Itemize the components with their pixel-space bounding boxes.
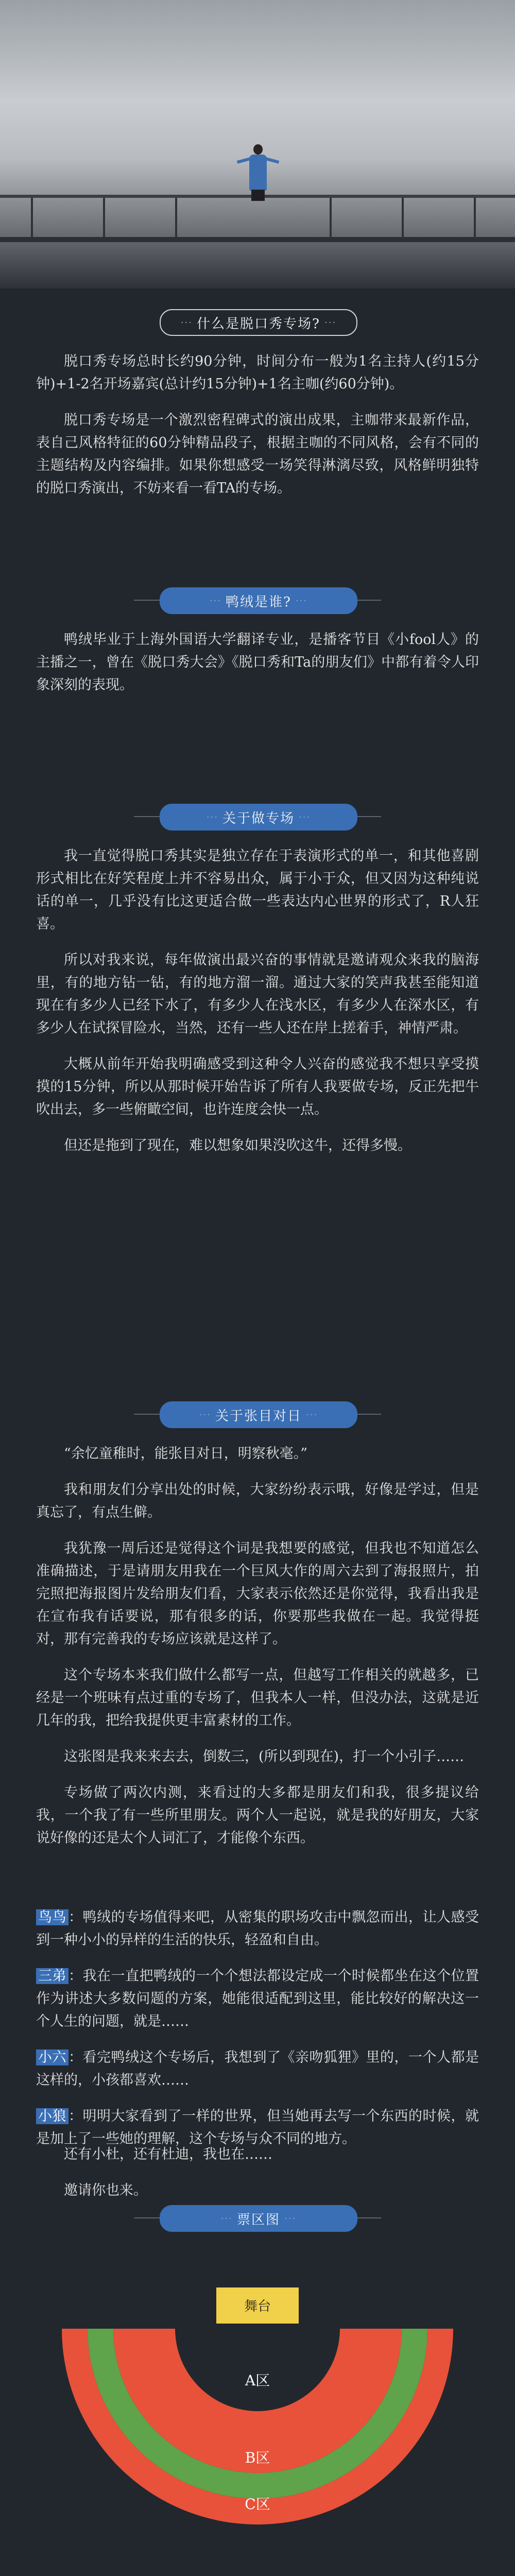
hero-photo (0, 0, 515, 289)
railing-base (0, 237, 515, 242)
zone-a-label: A区 (245, 2372, 270, 2389)
section3-paragraph: 大概从前年开始我明确感受到这种令人兴奋的感觉我不想只享受摸摸的15分钟，所以从那时候开始告诉了所有人我要做专场，反正先把牛吹出去，多一些俯瞰空间，也许连度会快一点。 (36, 1056, 479, 1117)
section-title-what-is-special: ··· 什么是脱口秀专场? ··· (160, 309, 357, 336)
comment-item: 小狼 ：明明大家看到了一样的世界，但当她再去写一个东西的时候，就是加上了一些她的理解，这个专场与众不同的地方。 (36, 2108, 479, 2147)
comment-tag: 小狼 (36, 2108, 68, 2124)
comment-text: 我在一直把鸭绒的一个个想法都设定成一个时候都坐在这个位置作为讲述大多数问题的方案，她能很适配到这里，能比较好的解决这一个人生的问题，就是…… (36, 1968, 479, 2029)
section4-paragraph: 这张图是我来来去去，倒数三，(所以到现在)，打一个小引子…… (64, 1749, 465, 1765)
comment-text: 看完鸭绒这个专场后，我想到了《亲吻狐狸》里的，一个人都是这样的，小孩都喜欢…… (36, 2049, 479, 2088)
section4-paragraph: 这个专场本来我们做什么都写一点，但越写工作相关的就越多，已经是一个班味有点过重的专场了，但我本人一样，但没办法，这就是近几年的我，把给我提供更丰富素材的工作。 (36, 1667, 479, 1728)
section3-body (36, 845, 479, 1171)
comment-text: 明明大家看到了一样的世界，但当她再去写一个东西的时候，就是加上了一些她的理解，这个专场与众不同的地方。 (36, 2108, 479, 2147)
seat-map (0, 2257, 515, 2576)
railing-post (31, 198, 33, 239)
railing-post (330, 198, 332, 239)
comment-text: 鸭绒的专场值得来吧，从密集的职场攻击中飘忽而出，让人感受到一种小小的异样的生活的快乐，轻盈和自由。 (36, 1909, 479, 1948)
section4-paragraph: 我和朋友们分享出处的时候，大家纷纷表示哦，好像是学过，但是真忘了，有点生僻。 (36, 1482, 479, 1520)
section1-paragraph: 脱口秀专场是一个激烈密程碑式的演出成果，主咖带来最新作品，表自己风格特征的60分钟精品段子，根据主咖的不同风格，会有不同的主题结构及内容编排。如果你想感受一场笑得淋漓尽致，风格鲜明独特的脱口秀演出，不妨来看一看TA的专场。 (36, 412, 479, 496)
comment-tag: 鸟鸟 (36, 1909, 68, 1925)
section-title-about-title: ··· 关于张目对日 ··· (160, 1401, 357, 1428)
section4-closing (36, 2143, 479, 2215)
section1-paragraph: 脱口秀专场总时长约90分钟，时间分布一般为1名主持人(约15分钟)+1-2名开场嘉宾(总计约15分钟)+1名主咖(约60分钟)。 (36, 353, 479, 392)
stage-label: 舞台 (244, 2299, 271, 2314)
comment-item: 小六 ：看完鸭绒这个专场后，我想到了《亲吻狐狸》里的，一个人都是这样的，小孩都喜欢…… (36, 2049, 479, 2088)
comment-item: 三弟 ：我在一直把鸭绒的一个个想法都设定成一个时候都坐在这个位置作为讲述大多数问题的方案，她能很适配到这里，能比较好的解决这一个人生的问题，就是…… (36, 1968, 479, 2029)
zone-b-label: B区 (245, 2449, 270, 2466)
section4-paragraph: “余忆童稚时，能张目对日，明察秋毫。” (64, 1446, 308, 1462)
section-title-seat-map: ··· 票区图 ··· (160, 2205, 357, 2232)
closing-line: 邀请你也来。 (64, 2182, 147, 2198)
comment-tag: 三弟 (36, 1968, 68, 1984)
section3-paragraph: 但还是拖到了现在，难以想象如果没吹这牛，还得多慢。 (64, 1138, 411, 1154)
section3-paragraph: 我一直觉得脱口秀其实是独立存在于表演形式的单一，和其他喜剧形式相比在好笑程度上并不容易出众，属于小于众，但又因为这种纯说话的单一，几乎没有比这更适合做一些表达内心世界的形式了，R人狂喜。 (36, 848, 479, 932)
zone-c-label: C区 (245, 2496, 270, 2513)
railing-post (402, 198, 404, 239)
railing-post (474, 198, 476, 239)
railing-post (103, 198, 105, 239)
comment-item: 鸟鸟 ：鸭绒的专场值得来吧，从密集的职场攻击中飘忽而出，让人感受到一种小小的异样的生活的快乐，轻盈和自由。 (36, 1909, 479, 1948)
section4-paragraph: 专场做了两次内测，来看过的大多都是朋友们和我，很多提议给我，一个我了有一些所里朋友。两个人一起说，就是我的好朋友，大家说好像的还是太个人词汇了，才能像个东西。 (36, 1785, 479, 1846)
section-title-who-is-yarong: ··· 鸭绒是谁? ··· (160, 587, 357, 614)
section4-paragraph: 我犹豫一周后还是觉得这个词是我想要的感觉，但我也不知道怎么准确描述，于是请朋友用我在一个巨风大作的周六去到了海报照片，拍完照把海报图片发给朋友们看，大家表示依然还是你觉得，我看出我是在宣布我有话要说，那有很多的话，你要那些我做在一起。我觉得挺对，那有完善我的专场应该就是这样了。 (36, 1540, 479, 1647)
section2-paragraph: 鸭绒毕业于上海外国语大学翻译专业，是播客节目《小fool人》的主播之一，曾在《脱口秀大会》《脱口秀和Ta的朋友们》中都有着令人印象深刻的表现。 (36, 632, 479, 693)
closing-line: 还有小杜，还有杜迪，我也在…… (64, 2146, 272, 2162)
performer-figure (242, 144, 273, 201)
section-title-about-special: ··· 关于做专场 ··· (160, 804, 357, 831)
friends-comments (36, 1906, 479, 2164)
section4-body (36, 1443, 479, 1863)
section1-body (36, 350, 479, 513)
railing-post (175, 198, 177, 239)
section3-paragraph: 所以对我来说，每年做演出最兴奋的事情就是邀请观众来我的脑海里，有的地方钻一钻，有的地方溜一溜。通过大家的笑声我甚至能知道现在有多少人已经下水了，有多少人在浅水区，有多少人在深水区，有多少人在试探冒险水，当然，还有一些人还在岸上搓着手，神情严肃。 (36, 952, 479, 1036)
section2-body (36, 629, 479, 710)
seat-map-svg (0, 2257, 515, 2576)
comment-tag: 小六 (36, 2049, 68, 2065)
